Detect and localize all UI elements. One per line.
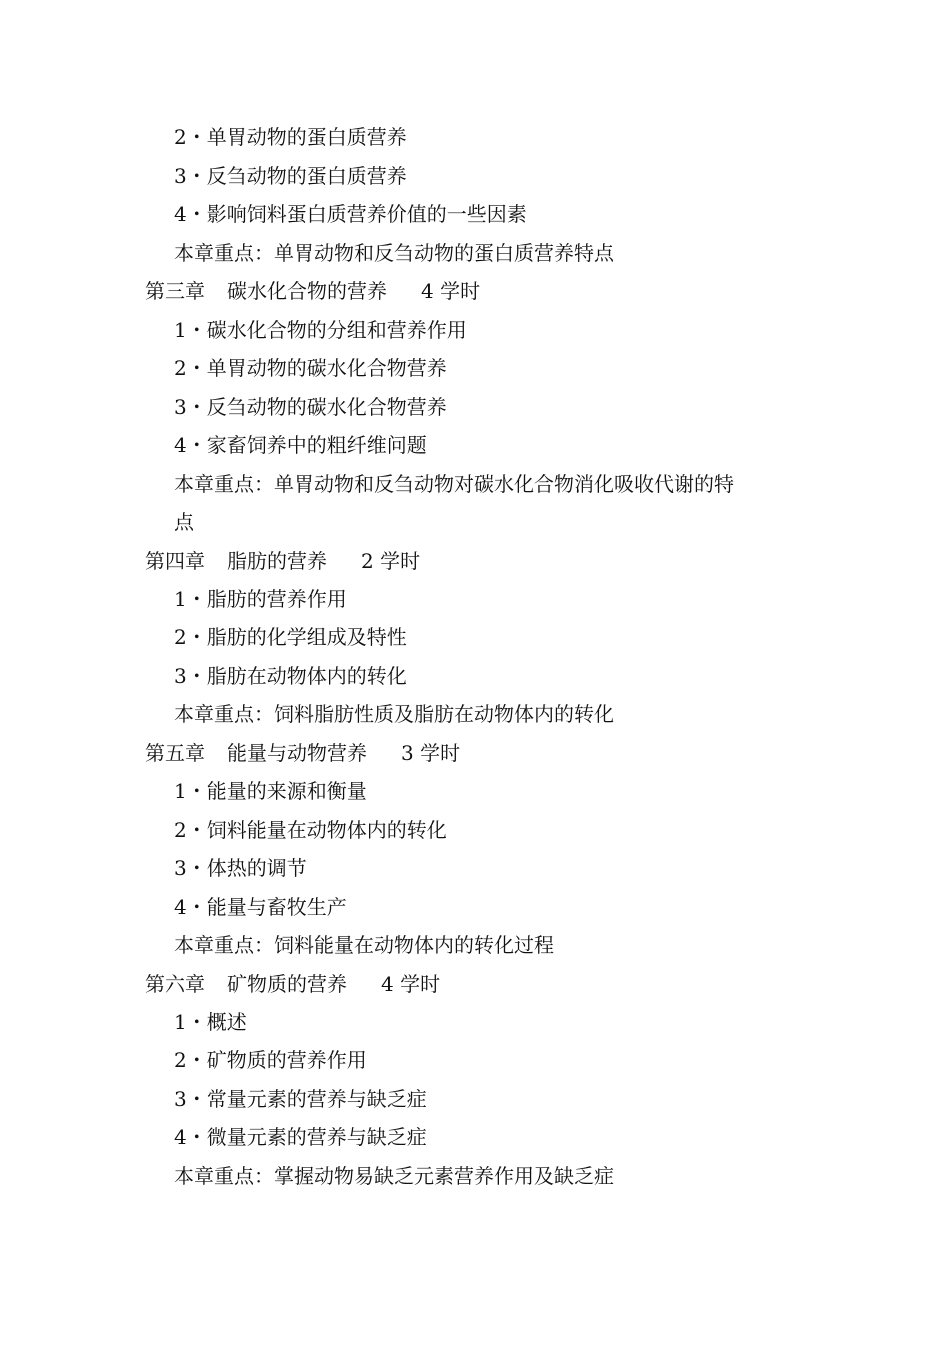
list-item: 4・微量元素的营养与缺乏症 — [174, 1125, 427, 1149]
chapter-title: 脂肪的营养 — [227, 549, 327, 573]
list-item: 2・单胃动物的蛋白质营养 — [174, 125, 407, 149]
list-item: 2・矿物质的营养作用 — [174, 1048, 367, 1072]
chapter-title: 碳水化合物的营养 — [227, 279, 387, 303]
list-item: 3・体热的调节 — [174, 856, 307, 880]
chapter-key-points: 本章重点：单胃动物和反刍动物的蛋白质营养特点 — [174, 241, 614, 265]
chapter-hours: 4 学时 — [381, 972, 441, 996]
list-item: 1・概述 — [174, 1010, 247, 1034]
list-item: 3・反刍动物的蛋白质营养 — [174, 164, 407, 188]
chapter-number: 第五章 — [145, 741, 205, 765]
list-item: 1・能量的来源和衡量 — [174, 779, 367, 803]
chapter-hours: 3 学时 — [401, 741, 461, 765]
chapter-hours: 2 学时 — [361, 549, 421, 573]
list-item: 4・家畜饲养中的粗纤维问题 — [174, 433, 427, 457]
chapter-heading — [145, 734, 460, 772]
list-item: 2・饲料能量在动物体内的转化 — [174, 818, 447, 842]
chapter-hours: 4 学时 — [421, 279, 481, 303]
chapter-title: 矿物质的营养 — [227, 972, 347, 996]
list-item: 3・脂肪在动物体内的转化 — [174, 664, 407, 688]
chapter-number: 第三章 — [145, 279, 205, 303]
chapter-key-points: 本章重点：掌握动物易缺乏元素营养作用及缺乏症 — [174, 1164, 614, 1188]
chapter-key-points: 本章重点：单胃动物和反刍动物对碳水化合物消化吸收代谢的特 — [174, 472, 734, 496]
list-item: 2・单胃动物的碳水化合物营养 — [174, 356, 447, 380]
chapter-key-points: 本章重点：饲料脂肪性质及脂肪在动物体内的转化 — [174, 702, 614, 726]
chapter-heading — [145, 272, 480, 310]
chapter-number: 第四章 — [145, 549, 205, 573]
list-item: 4・能量与畜牧生产 — [174, 895, 347, 919]
chapter-title: 能量与动物营养 — [227, 741, 367, 765]
list-item: 1・碳水化合物的分组和营养作用 — [174, 318, 467, 342]
chapter-key-points-continued: 点 — [174, 510, 194, 534]
chapter-number: 第六章 — [145, 972, 205, 996]
chapter-heading — [145, 542, 420, 580]
list-item: 3・常量元素的营养与缺乏症 — [174, 1087, 427, 1111]
list-item: 3・反刍动物的碳水化合物营养 — [174, 395, 447, 419]
chapter-key-points: 本章重点：饲料能量在动物体内的转化过程 — [174, 933, 554, 957]
list-item: 2・脂肪的化学组成及特性 — [174, 625, 407, 649]
list-item: 1・脂肪的营养作用 — [174, 587, 347, 611]
list-item: 4・影响饲料蛋白质营养价值的一些因素 — [174, 202, 527, 226]
chapter-heading — [145, 965, 440, 1003]
